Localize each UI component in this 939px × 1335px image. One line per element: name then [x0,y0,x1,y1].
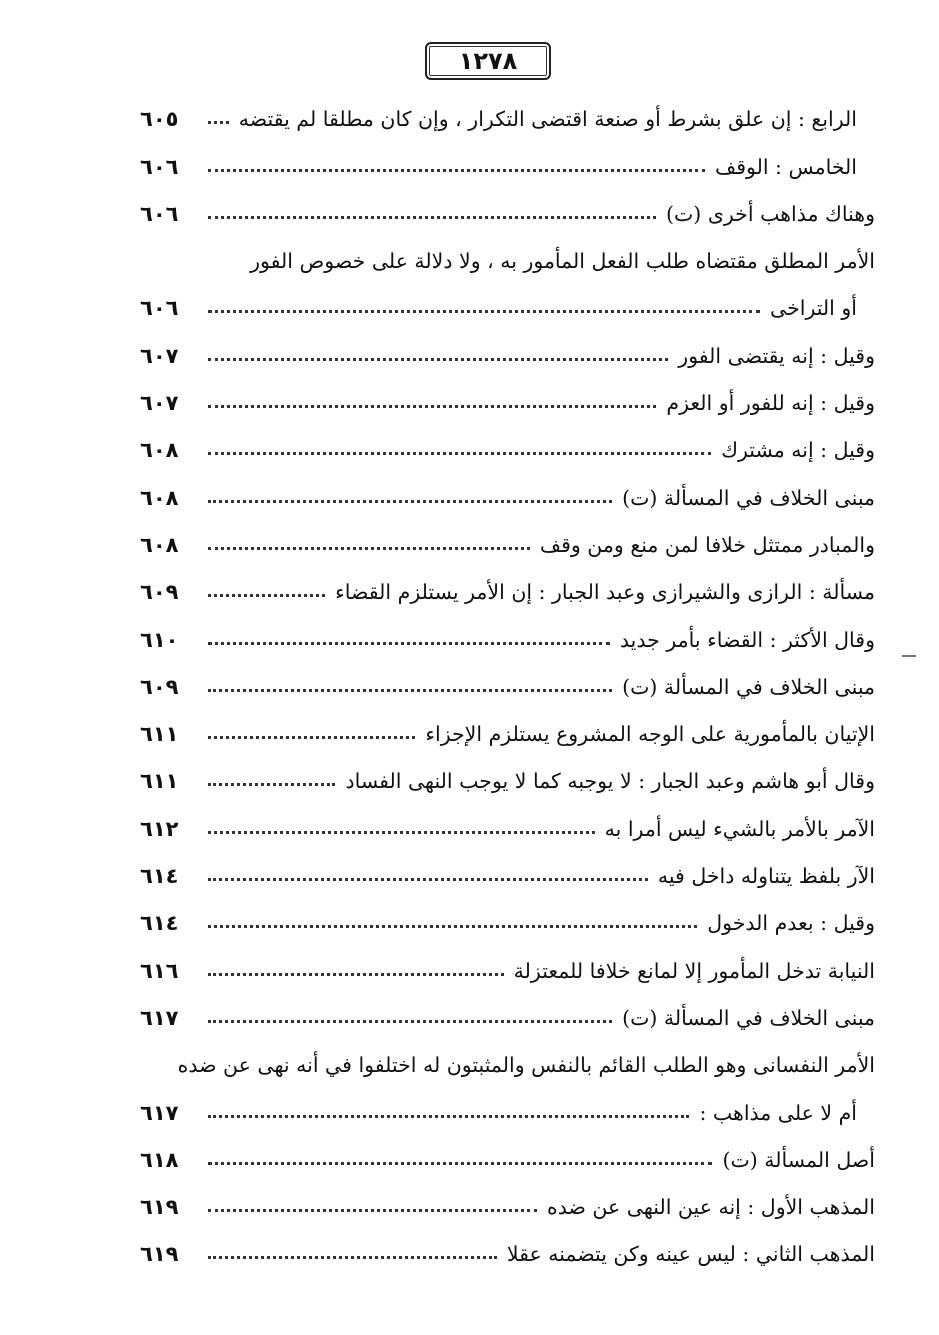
toc-entry-title: أم لا على مذاهب : [699,1100,857,1125]
toc-entry-page: ٦١١ [140,722,179,747]
dot-leader [208,736,415,739]
toc-entry-page: ٦١٢ [140,816,179,841]
dot-leader [208,169,705,172]
toc-entry [140,612,875,659]
toc-entry-page: ٦١٩ [140,1242,179,1267]
toc-entry-page: ٦٠٦ [140,154,179,179]
dot-leader [208,1162,712,1165]
toc-entry-title: النيابة تدخل المأمور إلا لمانع خلافا للمعتزلة [513,958,875,983]
toc-entry-title: الآمر بالأمر بالشيء ليس أمرا به [604,816,875,841]
toc-entry-title: الآر بلفظ يتناوله داخل فيه [657,864,875,889]
dot-leader [208,1256,497,1259]
dot-leader [208,878,648,881]
toc-entry-title: وقال أبو هاشم وعبد الجبار : لا يوجبه كما لا يوجب النهى الفساد [345,769,875,794]
toc-entry-page: ٦٠٨ [140,438,179,463]
toc-entry-title: وقيل : بعدم الدخول [707,911,875,936]
page-number-frame [425,42,551,80]
dot-leader [208,1115,689,1118]
toc-entry-title: المذهب الثاني : ليس عينه وكن يتضمنه عقلا [506,1242,875,1267]
toc-entry [140,754,875,801]
dot-leader [208,547,530,550]
toc-entry [140,1133,875,1180]
toc-entry [140,234,875,281]
dot-leader [208,310,760,313]
dot-leader [208,642,610,645]
toc-entry-title: وهناك مذاهب أخرى (ت) [666,201,875,226]
toc-entry-title: المذهب الأول : إنه عين النهى عن ضده [546,1195,875,1220]
page-number: ١٢٧٨ [458,47,518,75]
toc-entry [140,896,875,943]
toc-entry [140,376,875,423]
dot-leader [208,121,229,124]
dot-leader [208,783,335,786]
toc-entry-page: ٦١٨ [140,1147,179,1172]
toc-entry-title: وقيل : إنه للفور أو العزم [666,391,875,416]
toc-entry [140,92,875,139]
dot-leader [208,1209,537,1212]
toc-entry [140,281,875,328]
toc-entry-page: ٦٠٦ [140,296,179,321]
toc-entry-title: أو التراخى [769,296,857,321]
toc-entry [140,1085,875,1132]
scan-mark [902,655,916,657]
toc-entry-page: ٦١٠ [140,627,179,652]
toc-entry [140,991,875,1038]
toc-entry-page: ٦١٩ [140,1195,179,1220]
dot-leader [208,973,504,976]
toc-entry-page: ٦٠٨ [140,532,179,557]
toc-entry-page: ٦١٧ [140,1100,179,1125]
toc-entry-title: مبنى الخلاف في المسألة (ت) [622,1005,875,1030]
toc-entry-title: الخامس : الوقف [714,154,857,179]
dot-leader [208,405,656,408]
toc-entry-page: ٦١٤ [140,911,179,936]
toc-entry [140,1038,875,1085]
toc-entry [140,1227,875,1274]
toc-entry-title: أصل المسألة (ت) [722,1147,875,1172]
toc-entry [140,660,875,707]
toc-entry-title: والمبادر ممتثل خلافا لمن منع ومن وقف [539,532,875,557]
toc-entry-title: مسألة : الرازى والشيرازى وعبد الجبار : إن الأمر يستلزم القضاء [335,580,875,605]
toc-entry-title: الإتيان بالمأمورية على الوجه المشروع يستلزم الإجزاء [425,722,875,747]
toc-entry-title: مبنى الخلاف في المسألة (ت) [622,674,875,699]
toc-entry-page: ٦٠٩ [140,674,179,699]
dot-leader [208,500,612,503]
toc-entry-title: وقال الأكثر : القضاء بأمر جديد [619,627,875,652]
toc-entry [140,328,875,375]
toc-entry-page: ٦١٤ [140,864,179,889]
dot-leader [208,594,325,597]
table-of-contents [140,92,875,1274]
toc-entry-title: وقيل : إنه مشترك [721,438,875,463]
toc-entry [140,139,875,186]
toc-entry [140,565,875,612]
dot-leader [208,925,697,928]
toc-entry-page: ٦٠٩ [140,580,179,605]
dot-leader [208,831,595,834]
dot-leader [208,1020,612,1023]
toc-entry [140,1180,875,1227]
dot-leader [208,216,656,219]
toc-entry [140,849,875,896]
toc-entry-page: ٦٠٧ [140,391,179,416]
dot-leader [208,452,711,455]
toc-entry [140,470,875,517]
toc-entry-title: وقيل : إنه يقتضى الفور [678,343,875,368]
toc-entry-title: الأمر النفسانى وهو الطلب القائم بالنفس والمثبتون له اختلفوا في أنه نهى عن ضده [177,1053,875,1078]
dot-leader [208,358,668,361]
toc-entry-page: ٦٠٦ [140,201,179,226]
toc-entry-page: ٦٠٧ [140,343,179,368]
toc-entry-page: ٦١٦ [140,958,179,983]
toc-entry-title: مبنى الخلاف في المسألة (ت) [622,485,875,510]
toc-entry-page: ٦٠٥ [140,107,179,132]
toc-entry [140,707,875,754]
toc-entry [140,943,875,990]
toc-entry-page: ٦١٧ [140,1005,179,1030]
toc-entry [140,187,875,234]
toc-entry-title: الأمر المطلق مقتضاه طلب الفعل المأمور به ، ولا دلالة على خصوص الفور [250,249,875,274]
toc-entry [140,518,875,565]
toc-entry-title: الرابع : إن علق بشرط أو صنعة اقتضى التكرار ، وإن كان مطلقا لم يقتضه [238,107,857,132]
dot-leader [208,689,612,692]
toc-entry [140,801,875,848]
toc-entry [140,423,875,470]
toc-entry-page: ٦٠٨ [140,485,179,510]
toc-entry-page: ٦١١ [140,769,179,794]
